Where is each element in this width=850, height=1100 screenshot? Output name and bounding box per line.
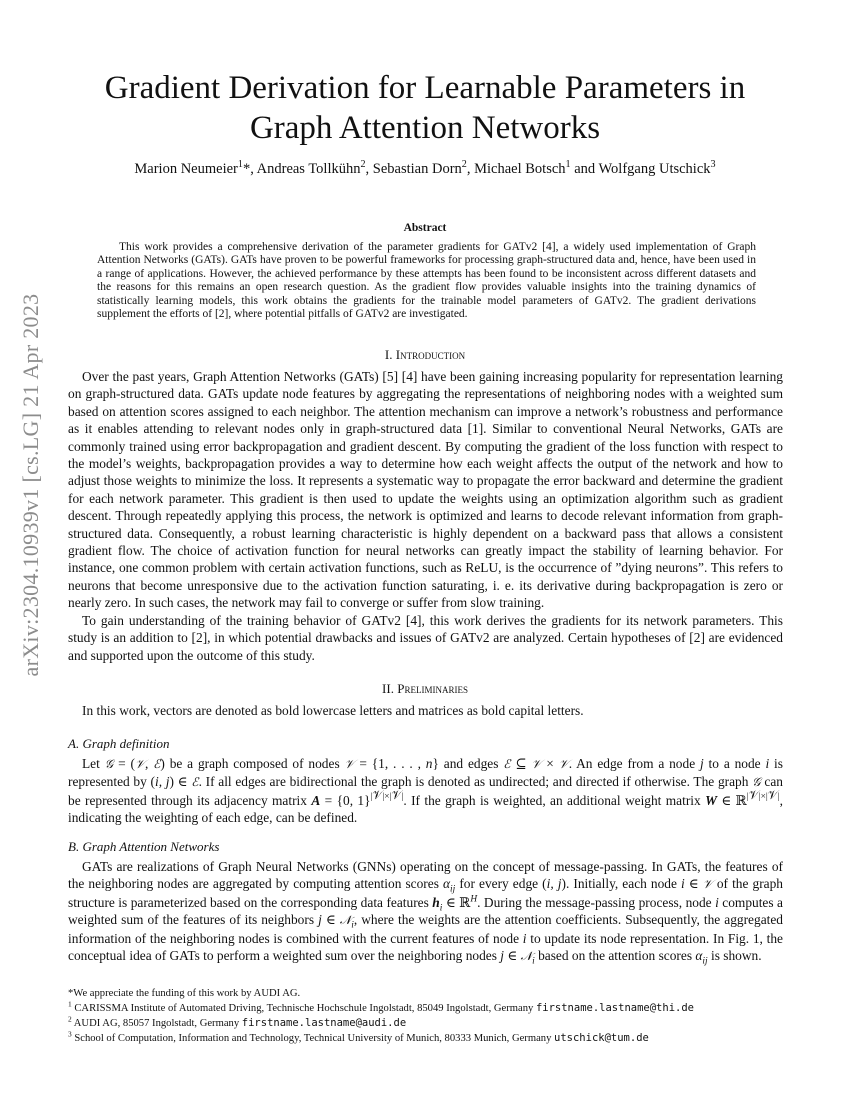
affiliation-mark: 1 [565,159,571,171]
affiliation-mark: 2 [461,159,467,171]
paragraph: GATs are realizations of Graph Neural Networks (GNNs) operating on the concept of message-passing. In GATs, the features of the neighboring nodes are aggregated by computing attention scores $\alpha_{ij}$ for every edge (i, j). Initially, each node i ∈ 𝒱 of the graph structure is parameterized based on the corresponding data features $h_i$ ∈ ℝ$^H$. During the message-passing process, node i computes a weighted sum of the features of its neighbors j ∈ 𝒩$_i$, where the weights are the attention coefficients. Subsequently, the aggregated information of the neighboring nodes is combined with the current features of node i to update its node representation. In Fig. 1, the conceptual idea of GATs to perform a weighted sum over the neighboring nodes j ∈ 𝒩$_i$ based on the attention scores $\alpha_{ij}$ is shown. [68,859,784,967]
author-conjunction: and [570,161,599,177]
author-note-mark: *, [242,161,257,177]
paragraph: Let 𝒢 = (𝒱, ℰ) be a graph composed of nodes 𝒱 = {1, . . . , n} and edges ℰ ⊆ 𝒱 × 𝒱. An edge from a node j to a node i is represented by (i, j) ∈ ℰ. If all edges are bidirectional the graph is denoted as undirected; and directed if otherwise. The graph 𝒢 can be represented through its adjacency matrix A = {0, 1}$^{|𝒱|\times|𝒱|}$. If the graph is weighted, an additional weight matrix W ∈ ℝ$^{|𝒱|\times|𝒱|}$, indicating the weighting of each edge, can be defined. [68,756,783,826]
subsection-heading-graph-definition: A. Graph definition [68,736,170,751]
footnote-affiliation-1: $^1$ CARISSMA Institute of Automated Driving, Technische Hochschule Ingolstadt, 85049 Ingolstadt, Germany firstname.lastname@thi.de [68,999,694,1014]
section-number: I. [384,347,396,362]
arxiv-identifier: arXiv:2304.10939v1 [cs.LG] 21 Apr 2023 [18,293,43,677]
footnote-affiliation-3: $^3$ School of Computation, Information and Technology, Technical University of Munich, 80333 Munich, Germany utschick@tum.de [68,1029,649,1044]
introduction-body [68,368,783,664]
abstract-text: This work provides a comprehensive derivation of the parameter gradients for GATv2 [4], a widely used implementation of Graph Attention Networks (GATs). GATs have proven to be powerful frameworks for processing graph-structured data and, hence, have been used in a range of applications. However, the achieved performance by these attempts has been found to be inconsistent across different datasets and the reasons for this remains an open research question. As the gradient flow provides valuable insights into the training dynamics of statistically learning models, this work obtains the gradients for the trainable model parameters of GATv2. The gradient derivations supplement the efforts of [2], where potential pitfalls of GATv2 are investigated. [97,241,756,321]
subsection-heading-graph-attention-networks: B. Graph Attention Networks [68,839,220,854]
graph-attention-networks-body [68,858,783,965]
affiliation-mark: 2 [360,159,366,171]
section-title: Preliminaries [397,681,468,696]
footnote-affiliation-2: $^2$ AUDI AG, 85057 Ingolstadt, Germany firstname.lastname@audi.de [68,1014,407,1029]
author-separator: , [466,161,475,177]
abstract-heading: Abstract [403,222,447,234]
preliminaries-body [68,702,783,719]
section-heading-introduction [0,347,850,363]
paragraph: To gain understanding of the training behavior of GATv2 [4], this work derives the gradients for its network parameters. This study is an addition to [2], in which potential drawbacks and issues of GATv2 are analyzed. Certain hypotheses of [2] are evidenced and supported upon the outcome of this study. [68,612,783,663]
author-name: Sebastian Dorn [372,161,462,177]
author-name: Michael Botsch [474,161,566,177]
graph-definition-body [68,755,783,827]
section-heading-preliminaries [0,681,850,697]
author-name: Wolfgang Utschick [598,161,711,177]
paragraph: Over the past years, Graph Attention Networks (GATs) [5] [4] have been gaining increasing popularity for representation learning on graph-structured data. GATs update node features by aggregating the representations of neighboring nodes with a weighted sum based on attention scores assigned to each neighbor. The attention mechanism can improve a network’s robustness and performance as it enables attending to relevant nodes only in graph-structured data [1]. Similar to conventional Neural Networks, GATs are commonly trained using error backpropagation and gradient descent. By computing the gradient of the loss function with respect to the model’s weights, backpropagation provides a way to determine how each weight affects the output of the network and how to adjust those weights to minimize the loss. It represents a systematic way to propagate the error backward and determine the gradient for each network parameter. This gradient is then used to update the weights using an optimization algorithm such as gradient descent. Through repeatedly applying this process, the network is optimized and learns to decode relevant information from graph-structured data. Consequently, a robust learning characteristic is highly dependent on a backward pass that allows a consistent gradient flow. The choice of activation function for neural networks can greatly impact the stability of learning behavior. For instance, one common problem with certain activation functions, such as ReLU, is the occurrence of ”dying neurons”. This refers to neurons that become unresponsive due to the activation function saturating, i. e. its derivative during backpropagation is zero or nearly zero. In such cases, the network may fail to converge or suffer from slow training. [68,369,783,611]
email-address: firstname.lastname@thi.de [535,1002,694,1014]
author-name: Andreas Tollkühn [256,161,361,177]
author-list [70,161,780,178]
section-number: II. [382,681,398,696]
affiliation-mark: 3 [710,159,716,171]
footnotes [68,986,783,1046]
paper-title: Gradient Derivation for Learnable Parameters in Graph Attention Networks [104,70,746,146]
footnote-funding: *We appreciate the funding of this work by AUDI AG. [68,988,301,999]
affiliation-mark: 1 [237,159,243,171]
author-separator: , [365,161,373,177]
email-address: firstname.lastname@audi.de [241,1017,407,1029]
section-title: Introduction [395,347,466,362]
paragraph: In this work, vectors are denoted as bold lowercase letters and matrices as bold capital letters. [82,703,584,718]
email-address: utschick@tum.de [554,1032,649,1044]
author-name: Marion Neumeier [134,161,238,177]
